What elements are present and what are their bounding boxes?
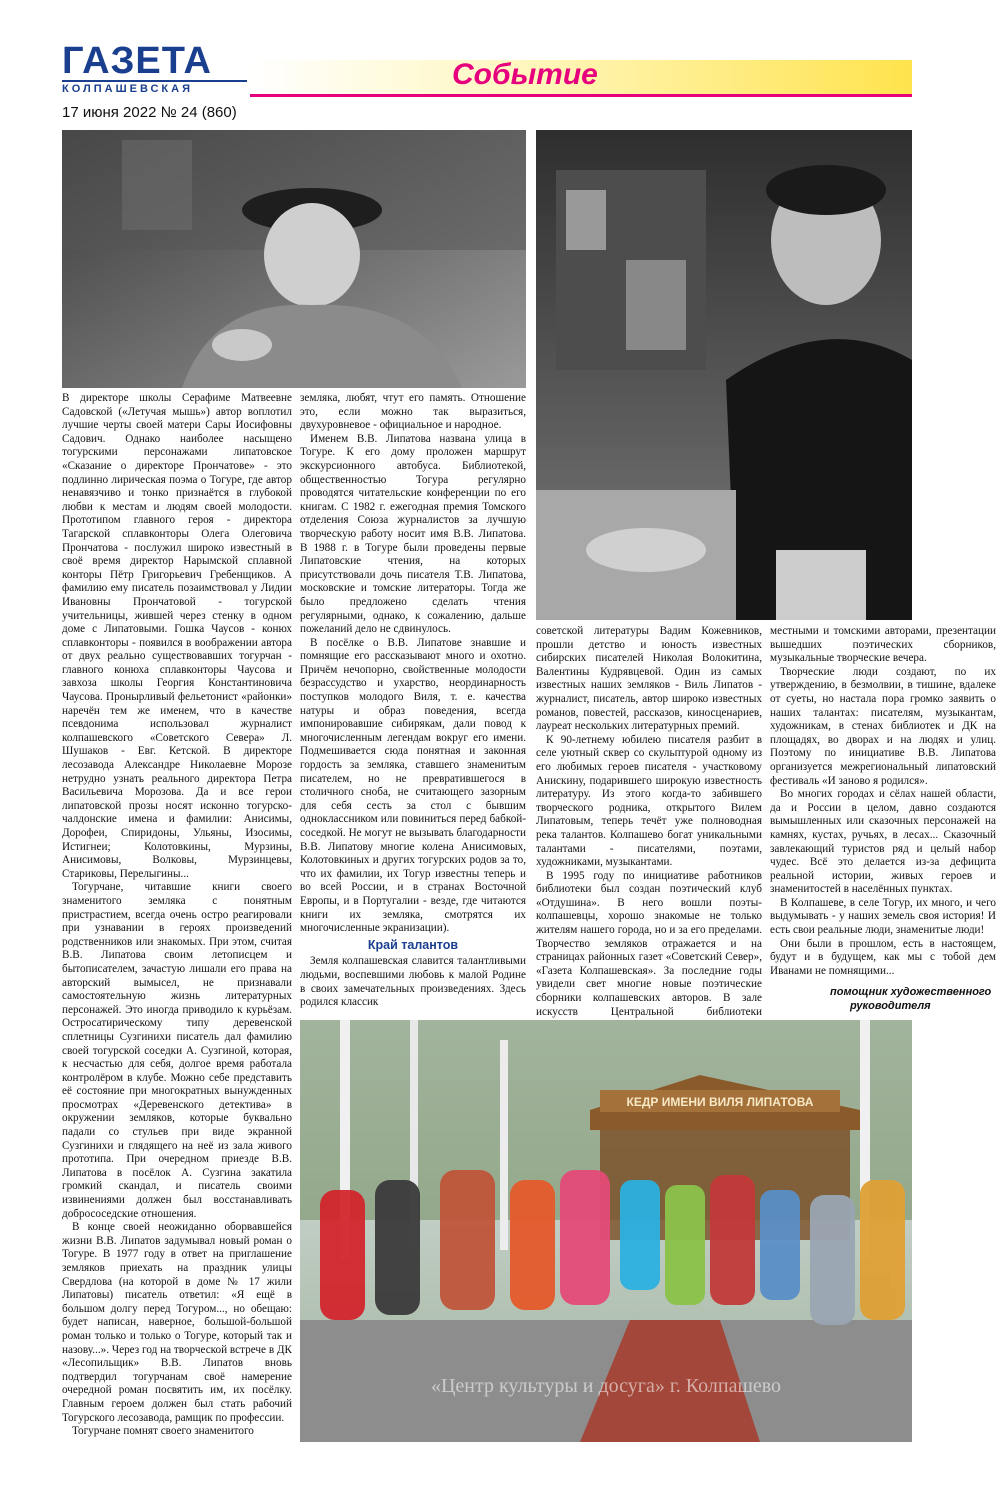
paragraph: В конце своей неожиданно оборвавшейся жизни В.В. Липатов задумывал новый роман о Тогуре. В 1977 году в ответ на приглашение земляков приехать на праздник улицы Свердлова (на которой в доме № 17 жили Липатовы) писатель ответил: «Я ещё в большом долгу перед Тогуром..., но обещаю: будет написан, наверное, большой-большой роман только и только о Тогуре, который так и назову...». Через год на творческой встрече в ДК «Лесопильщик» В.В. Липатов вновь подтвердил тогурчанам своё намерение очередной роман посвятить им, их посёлку. Главным героем должен был стать рабочий Тогурского лесозавода, рамщик по профессии. bbox=[62, 1221, 292, 1424]
paragraph: Тогурчане помнят своего знаменитого bbox=[72, 1425, 254, 1438]
paragraph: В посёлке о В.В. Липатове знавшие и помнящие его рассказывают много и охотно. Причём нечопорно, свойственные молодости безрассудство и ухарство, неординарность поступков молодого Виля, т. е. качества натуры и образ поведения, всегда импонировавшие сибирякам, дали повод к многочисленным легендам вокруг его имени. Подмешивается сюда понятная и законная гордость за земляка, ставшего знаменитым писателем, но не превратившегося в столичного сноба, не считающего зазорным для себя сесть за стол с бывшим одноклассником или повиниться перед бабкой-соседкой. Не могут не вызывать благодарности В.В. Липатову многие колена Анисимовых, Колотовкиных и других тогурских родов за то, что их фамилии, их Тогур известны теперь и во всей России, и в странах Восточной Европы, и в Португалии - везде, где читаются книги их земляка, смотрятся их многочисленные экранизации). bbox=[300, 636, 526, 935]
paragraph: Именем В.В. Липатова названа улица в Тогуре. К его дому проложен маршрут экскурсионного автобуса. Библиотекой, общественностью Тогура регулярно проводятся читательские конференции по его книгам. С 1982 г. ежегодная премия Томского отделения Союза журналистов за лучшую творческую работу носит имя В.В. Липатова. В 1988 г. в Тогуре были проведены первые Липатовские чтения, на которых присутствовали дочь писателя Т.В. Липатова, московские и томские литераторы. Тогда же было предложено сделать чтения регулярными, однако, к сожалению, дальше пожеланий дело не сдвинулось. bbox=[300, 432, 526, 636]
section-title: Событие bbox=[452, 58, 598, 91]
author-signature-line-2: руководителя bbox=[850, 1000, 931, 1013]
paragraph: местными и томскими авторами, презентации вышедших поэтических сборников, музыкальные творческие вечера. bbox=[770, 625, 996, 665]
photo-group-at-park bbox=[300, 1020, 912, 1442]
issue-date: 17 июня 2022 № 24 (860) bbox=[62, 104, 237, 121]
paragraph: Во многих городах и сёлах нашей области, да и России в целом, давно создаются вымышленных или сказочных персонажей на камнях, кустах, ручьях, в лесах... Сказочный завлекающий туристов ряд и целый набор чудес. Всё это делается из-за дефицита реальной истории, живых героев и знаменитостей в населённых пунктах. bbox=[770, 788, 996, 896]
photo-watermark: «Центр культуры и досуга» г. Колпашево bbox=[430, 1375, 782, 1397]
paragraph: Они были в прошлом, есть в настоящем, будут и в будущем, как мы с тобой дем Иванами не помнящими... bbox=[770, 937, 996, 977]
article-column-4 bbox=[770, 625, 996, 1014]
paragraph: Творческие люди создают, по их утверждению, в безмолвии, в тишине, вдалеке от суеты, но настала пора громко заявить о наших талантах: писателям, музыкантам, художникам, в стенах библиотек и ДК на площадях, во дворах и на людях и улиц. Поэтому по инициативе В.В. Липатова организуется межрегиональный липатовский фестиваль «И заново я родился». bbox=[770, 665, 996, 787]
article-column-1 bbox=[62, 392, 292, 1442]
paragraph: В 1995 году по инициативе работников библиотеки был создан поэтический клуб «Отдушина». В него вошли поэты-колпашевцы, хорошо знакомые не только жителям нашего города, но и за его пределами. Творчество земляков отражается и на страницах районных газет «Советский Север», «Газета Колпашевская». За последние годы увидели свет многие новые поэтические сборники колпашевских авторов. В зале искусств Центральной библиотеки bbox=[536, 869, 762, 1018]
photo-man-at-desk bbox=[536, 130, 912, 620]
paragraph: Тогурчане, читавшие книги своего знаменитого земляка с понятным пристрастием, всегда очень остро реагировали при узнавании в героях произведений родственников или знакомых. При этом, считая В.В. Липатова своим летописцем и бытописателем, зачастую лишали его права на авторский вымысел, не признавали самостоятельную жизнь литературных персонажей. Это иногда приводило к курьёзам. Остросатирическому типу деревенской сплетницы Сузгинихи писатель дал фамилию своей тогурской соседки А. Сузгиной, которая, к несчастью для себя, долгое время работала контролёром в клубе. Можно себе представить её состояние при многократных вынужденных просмотрах «Деревенского детектива» в окружении земляков, которые буквально падали со стульев при виде экранной Сузгинихи и глядящего на неё из зала живого прототипа. При очередном приезде В.В. Липатова в посёлок А. Сузгина закатила громкий скандал, и писатель своими извинениями должен был восстанавливать добрососедские отношения. bbox=[62, 881, 292, 1220]
newspaper-logo-subtitle: КОЛПАШЕВСКАЯ bbox=[62, 80, 247, 96]
photo-actor-in-cap bbox=[62, 130, 526, 388]
paragraph: В Колпашеве, в селе Тогур, их много, и чего выдумывать - у наших земель своя история! И есть свои реальные люди, знаменитые люди! bbox=[770, 896, 996, 937]
paragraph: советской литературы Вадим Кожевников, прошли детство и юность известных сибирских писателей Николая Волокитина, Валентины Кудрявцевой. Один из самых известных наших земляков - Виль Липатов - журналист, писатель, автор широко известных романов, повестей, рассказов, киносценариев, лауреат нескольких литературных премий. bbox=[536, 625, 762, 733]
park-sign-text: КЕДР ИМЕНИ ВИЛЯ ЛИПАТОВА bbox=[626, 1095, 814, 1109]
paragraph: Земля колпашевская славится талантливыми людьми, воспевшими любовь к малой Родине в своих замечательных произведениях. Здесь родился классик bbox=[300, 955, 526, 1009]
author-signature-line-1: помощник художественного bbox=[830, 986, 992, 999]
subheading-kray-talantov: Край талантов bbox=[367, 937, 459, 952]
newspaper-logo: ГАЗЕТА bbox=[62, 40, 213, 82]
article-column-3 bbox=[536, 625, 762, 1018]
paragraph: земляка, любят, чтут его память. Отношение это, если можно так выразиться, двухуровневое - официальное и народное. bbox=[300, 392, 526, 432]
paragraph: К 90-летнему юбилею писателя разбит в селе уютный сквер со скульптурой одному из его любимых героев писателя - участковому Анискину, подарившего широкую известность литературу. Из этого когда-то забившего творческого родника, открытого Вилем Липатовым, теперь течёт уже полноводная река талантов. Колпашево богат уникальными талантами - писателями, поэтами, художниками, музыкантами. bbox=[536, 733, 762, 869]
article-column-2 bbox=[300, 392, 526, 1014]
paragraph: В директоре школы Серафиме Матвеевне Садовской («Летучая мышь») автор воплотил лучшие черты своей матери Сары Иосифовны Садович. Однако наиболее насыщено тогурскими персонажами липатовское «Сказание о директоре Прончатове» - это подлинно лирическая поэма о Тогуре, где автор ненавязчиво и тонко признаётся в глубокой любви к местам и людям своей молодости. Прототипом главного героя - директора Тагарской сплавконторы Олега Олеговича Прончатова - послужил широко известный в своё время директор Нарымской сплавной конторы Пётр Григорьевич Гребенщиков. А фамилию ему писатель позаимствовал у Лидии Ивановны Прончатовой - тогурской учительницы, жившей через стенку в одном доме с Липатовыми. Гошка Чаусов - конюх сплавконторы - появился в воображении автора от двух реально существовавших тогурчан - главного конюха сплавконторы Чаусова и завхоза школы Георгия Константиновича Чаусова. Пронырливый фельетонист «районки» наречён тем же именем, что в качестве псевдонима использовал журналист колпашевского «Советского Севера» Л. Шушаков - Евг. Кетской. В директоре лесозавода Александре Николаевне Морозе нетрудно узнать реального директора Петра Васильевича Морозова. Да и все герои липатовской прозы носят исконно тогурско-чалдонские имена и фамилии: Анисимы, Дорофеи, Спиридоны, Ульяны, Изосимы, Истигнеи; Колотовкины, Мурзины, Анисимовы, Волковы, Мурзинцевы, Стариковы, Перелыгины... bbox=[62, 392, 292, 880]
